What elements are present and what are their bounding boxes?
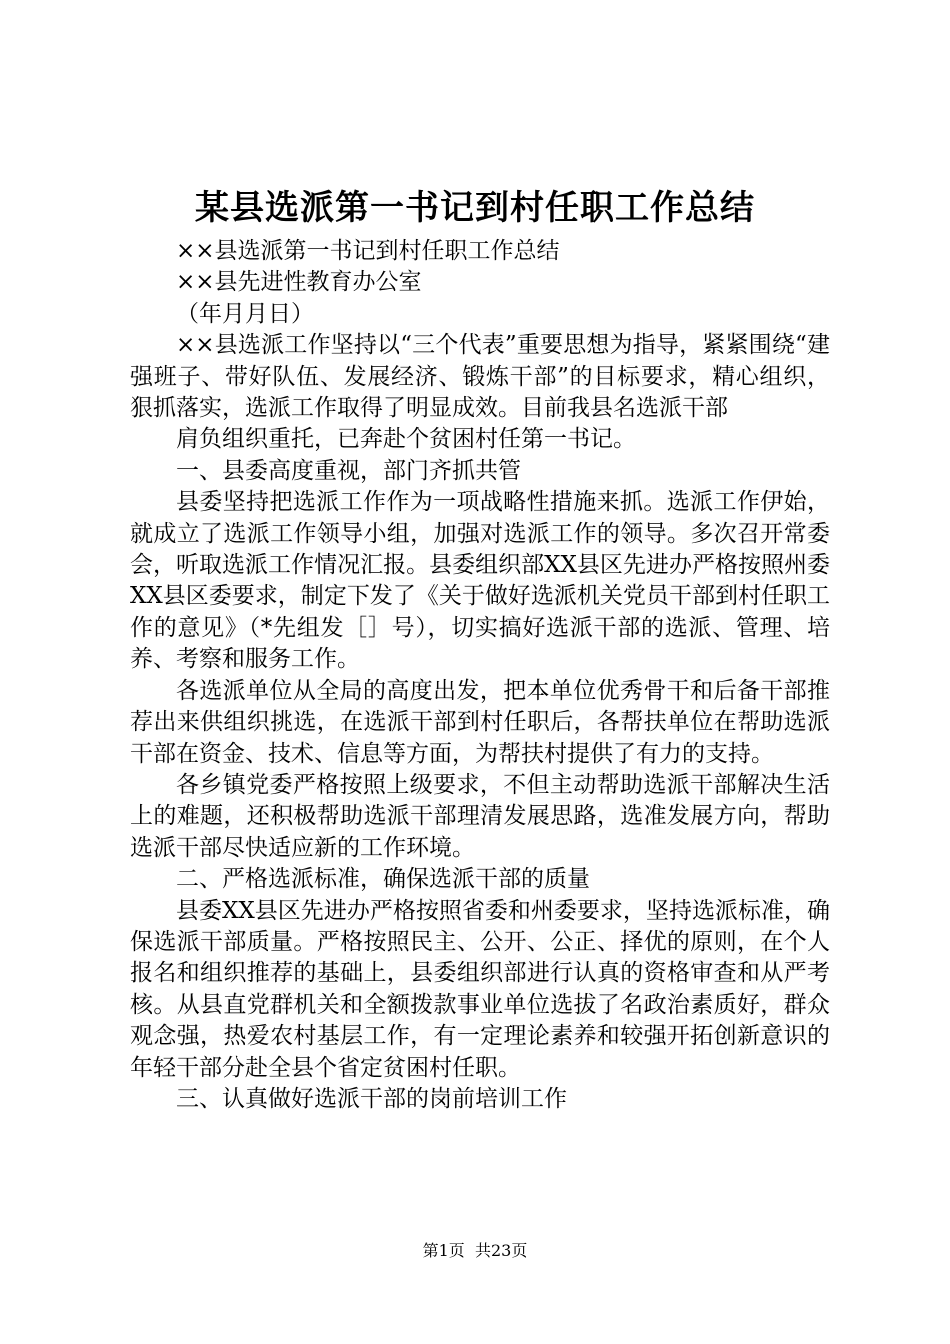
body-paragraph: ××县选派工作坚持以“三个代表”重要思想为指导，紧紧围绕“建强班子、带好队伍、发展经济、锻炼干部”的目标要求，精心组织，狠抓落实，选派工作取得了明显成效。目前我县名选派干部	[130, 332, 830, 422]
section-heading: 三、认真做好选派干部的岗前培训工作	[176, 1085, 567, 1112]
page-footer	[0, 1240, 950, 1262]
body-paragraph: ××县先进性教育办公室	[176, 269, 422, 296]
section-heading: 二、严格选派标准，确保选派干部的质量	[176, 866, 590, 893]
body-paragraph: ××县选派第一书记到村任职工作总结	[176, 238, 560, 264]
document-body	[130, 236, 830, 1115]
document-title: 某县选派第一书记到村任职工作总结	[195, 188, 755, 228]
body-paragraph: 各选派单位从全局的高度出发，把本单位优秀骨干和后备干部推荐出来供组织挑选，在选派干部到村任职后，各帮扶单位在帮助选派干部在资金、技术、信息等方面，为帮扶村提供了有力的支持。	[130, 677, 830, 767]
page-total: 共23页	[474, 1241, 528, 1260]
section-heading: 一、县委高度重视，部门齐抓共管	[176, 457, 521, 484]
body-paragraph: 肩负组织重托，已奔赴个贫困村任第一书记。	[176, 426, 636, 453]
body-paragraph: 县委XX县区先进办严格按照省委和州委要求，坚持选派标准，确保选派干部质量。严格按照民主、公开、公正、择优的原则，在个人报名和组织推荐的基础上，县委组织部进行认真的资格审查和从严考核。从县直党群机关和全额拨款事业单位选拔了名政治素质好，群众观念强，热爱农村基层工作，有一定理论素养和较强开拓创新意识的年轻干部分赴全县个省定贫困村任职。	[130, 897, 830, 1081]
body-paragraph: （年月月日）	[176, 300, 314, 327]
body-paragraph: 县委坚持把选派工作作为一项战略性措施来抓。选派工作伊始，就成立了选派工作领导小组，加强对选派工作的领导。多次召开常委会，听取选派工作情况汇报。县委组织部XX县区先进办严格按照州委XX县区委要求，制定下发了《关于做好选派机关党员干部到村任职工作的意见》（*先组发［］号），切实搞好选派干部的选派、管理、培养、考察和服务工作。	[130, 489, 830, 673]
body-paragraph: 各乡镇党委严格按照上级要求，不但主动帮助选派干部解决生活上的难题，还积极帮助选派干部理清发展思路，选准发展方向，帮助选派干部尽快适应新的工作环境。	[130, 771, 830, 861]
page-number: 第1页	[422, 1241, 465, 1260]
